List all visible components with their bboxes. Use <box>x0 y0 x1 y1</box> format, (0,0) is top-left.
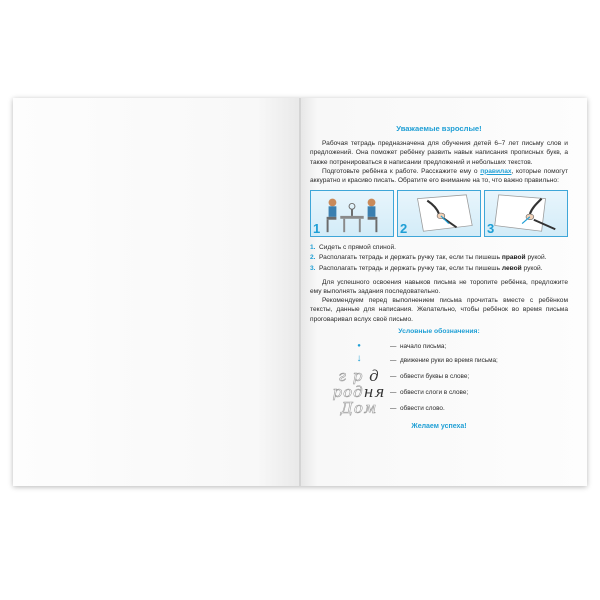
legend-dash: — <box>390 373 397 381</box>
left-hand-writing-illustration <box>485 191 567 236</box>
legend-dash: — <box>390 357 397 365</box>
recommend-paragraph: Рекомендуем перед выполнением письма прочитать вместе с ребёнком тексты, данные для написания. Желательно, чтобы ребёнок во время письма проговаривал вслух своё письмо. <box>310 297 568 323</box>
legend-dash: — <box>390 405 397 413</box>
outline-word: Дом <box>340 399 378 418</box>
outline-syllable: род <box>332 383 364 402</box>
rule-text: Располагать тетрадь и держать ручку так, если ты пишешь <box>319 254 502 262</box>
legend-text: обвести слоги в слове; <box>400 389 469 397</box>
legend-text: начало письма; <box>400 343 447 351</box>
word-sample <box>330 399 388 418</box>
figure-3 <box>484 190 568 237</box>
legend-text: движение руки во время письма; <box>400 357 498 365</box>
rules-link: правилах <box>480 167 512 175</box>
rule-number: 2. <box>310 254 316 262</box>
closing-wish: Желаем успеха! <box>411 423 467 431</box>
outline-letters: г р <box>338 367 364 386</box>
rule-item <box>310 243 568 252</box>
solid-syllable: ня <box>363 383 386 402</box>
rule-bold-word: левой <box>501 264 522 272</box>
rules-list <box>310 243 568 273</box>
legend-row-syllables <box>310 384 568 400</box>
legend-row-start <box>310 340 568 354</box>
legend-heading: Условные обозначения: <box>398 327 480 335</box>
prepare-text-before: Подготовьте ребёнка к работе. Расскажите ему о <box>322 167 481 175</box>
legend <box>310 340 568 416</box>
solid-letter: д <box>369 367 380 386</box>
legend-row-letters <box>310 368 568 384</box>
down-arrow-icon: ↓ <box>356 353 362 365</box>
figure-1 <box>310 190 394 237</box>
figures-row <box>310 190 568 237</box>
figure-2 <box>397 190 481 237</box>
right-hand-writing-illustration <box>398 191 480 236</box>
children-at-desk-illustration <box>311 191 393 236</box>
rule-number: 3. <box>310 264 316 272</box>
figure-number: 3 <box>487 221 495 237</box>
prepare-paragraph <box>310 167 568 185</box>
rule-item <box>310 253 568 262</box>
start-dot-icon: ● <box>357 343 361 350</box>
letters-sample <box>330 367 388 386</box>
rule-text: Сидеть с прямой спиной. <box>319 244 396 252</box>
prepare-text-after: , которые помогут аккуратно и красиво писать. Обратите его внимание на то, что важно правильно: <box>310 167 569 185</box>
book-spine <box>299 98 301 486</box>
legend-text: обвести буквы в слове; <box>400 373 470 381</box>
rule-text: Располагать тетрадь и держать ручку так, если ты пишешь <box>319 264 502 272</box>
legend-dash: — <box>390 343 397 351</box>
figure-number: 1 <box>313 221 321 237</box>
rule-number: 1. <box>310 244 316 252</box>
legend-row-arrow <box>310 354 568 368</box>
legend-text: обвести слово. <box>400 405 445 413</box>
syllables-sample <box>330 383 388 402</box>
figure-number: 2 <box>400 221 408 237</box>
legend-row-word <box>310 400 568 416</box>
rule-text-end: рукой. <box>521 264 543 272</box>
rule-item <box>310 264 568 273</box>
intro-paragraph: Рабочая тетрадь предназначена для обучения детей 6–7 лет письму слов и предложений. Она поможет ребёнку развить навык написания прописных букв, а также потренироваться в написании предложений и небольших текстов. <box>310 140 568 166</box>
rule-bold-word: правой <box>501 254 526 262</box>
advice-paragraph: Для успешного освоения навыков письма не торопите ребёнка, предложите ему выполнять задания последовательно. <box>310 278 568 296</box>
rule-text-end: рукой. <box>525 254 547 262</box>
page-heading: Уважаемые взрослые! <box>396 124 482 133</box>
left-page <box>13 98 300 486</box>
legend-dash: — <box>390 389 397 397</box>
right-page-content <box>310 124 568 431</box>
